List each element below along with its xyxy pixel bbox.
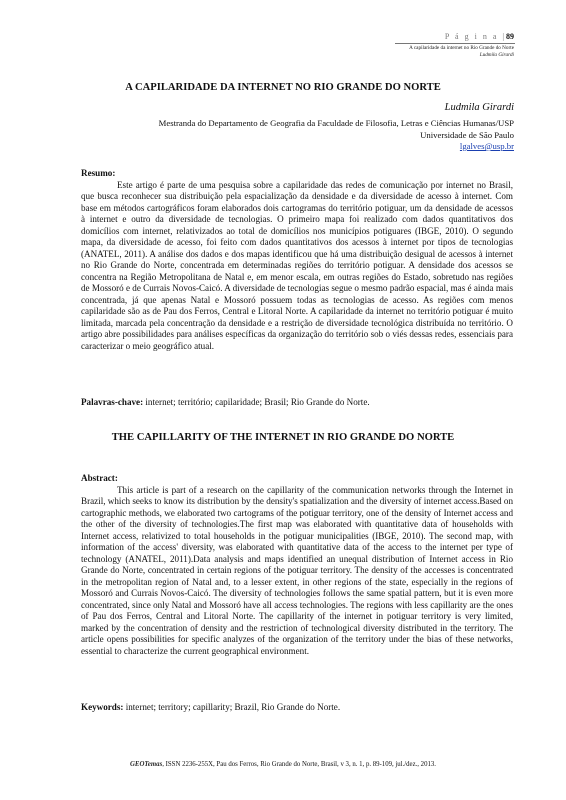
palavras-chave — [81, 397, 513, 409]
affiliation-department: Mestranda do Departamento de Geografia da Faculdade de Filosofia, Letras e Ciências Humanas/USP — [158, 118, 514, 128]
page-label: P á g i n a — [444, 32, 499, 41]
citation-text: , ISSN 2236-255X, Pau dos Ferros, Rio Grande do Norte, Brasil, v 3, n. 1, p. 89-109, jul./dez., 2013. — [162, 761, 436, 768]
author-email-link[interactable]: lgalves@usp.br — [459, 141, 514, 151]
resumo-section — [81, 168, 513, 352]
header-divider — [395, 43, 515, 44]
page-number: 89 — [506, 32, 514, 41]
running-title: A capilaridade da internet no Rio Grande do Norte — [409, 45, 514, 51]
article-title-en: THE CAPILLARITY OF THE INTERNET IN RIO GRANDE DO NORTE — [111, 432, 455, 443]
resumo-text: Este artigo é parte de uma pesquisa sobre a capilaridade das redes de comunicação por internet no Brasil, que busca reconhecer sua distribuição pela espacialização da densidade e da diversidade de acesso à internet. Com base em métodos cartográficos foram elaborados dois cartogramas do território potiguar, um da densidade de acessos à internet e outro da diversidade de tecnologias. O primeiro mapa foi realizado com dados quantitativos dos domicílios com internet, relativizados ao total de domicílios nos municípios potiguares (IBGE, 2010). O segundo mapa, da diversidade de acesso, foi feito com dados quantitativos dos acessos à internet por tipos de tecnologias (ANATEL, 2011). A análise dos dados e dos mapas identificou que há uma distribuição desigual de acessos à internet no Rio Grande do Norte, concentrada em determinadas regiões do território potiguar. A densidade dos acessos se concentra na Região Metropolitana de Natal e, em menor escala, em outras regiões do Estado, sobretudo nas regiões de Mossoró e de Currais Novos-Caicó. A diversidade de tecnologias segue o mesmo padrão espacial, mas é ainda mais concentrada, já que apenas Natal e Mossoró possuem todas as tecnologias de acesso. As regiões com menos capilaridade são as de Pau dos Ferros, Central e Litoral Norte. A capilaridade da internet no território potiguar é muito limitada, marcada pela concentração da densidade e a restrição de diversidade tecnológica distribuída no território. O artigo abre possibilidades para análises específicas da organização do território sob o viés dessas redes, essenciais para caracterizar o meio geográfico atual. — [81, 179, 513, 351]
article-title-pt: A CAPILARIDADE DA INTERNET NO RIO GRANDE DO NORTE — [125, 82, 441, 93]
keywords-text: internet; territory; capillarity; Brazil, Rio Grande do Norte. — [123, 702, 341, 712]
footer-citation — [0, 761, 566, 768]
abstract-text: This article is part of a research on the capillarity of the communication networks through the Internet in Brazil, which seeks to know its distribution by the density's spatialization and the diversity of internet access.Based on cartographic methods, we elaborated two cartograms of the potiguar territory, one of the density of Internet access and the other of the diversity of technologies.The first map was elaborated with quantitative data of households with Internet access, relativized to total households in the potiguar municipalities (IBGE, 2010). The second map, with information of the access' diversity, was elaborated with quantitative data of the access to the internet per type of technology (ANATEL, 2011).Data analysis and maps identified an unequal distribution of Internet access in Rio Grande do Norte, concentrated in certain regions of the potiguar territory. The density of the accesses is concentrated in the metropolitan region of Natal and, to a lesser extent, in other regions of the state, especially in the regions of Mossoró and Currais Novos-Caicó. The diversity of technologies follows the same spatial pattern, but it is even more concentrated, since only Natal and Mossoró have all access technologies. The regions with less capillarity are the ones of Pau dos Ferros, Central and Litoral Norte. The capillarity of the internet in potiguar territory is very limited, marked by the concentration of density and the restriction of technological diversity distributed in the territory. The article opens possibilities for specific analyzes of the organization of the territory under the bias of these networks, essential to characterize the current geographical environment. — [81, 484, 513, 656]
abstract-section — [81, 473, 513, 657]
palavras-chave-label: Palavras-chave: — [81, 397, 144, 407]
author-name: Ludmila Girardi — [444, 102, 514, 113]
abstract-heading: Abstract: — [81, 473, 118, 483]
resumo-heading: Resumo: — [81, 168, 116, 178]
keywords-label: Keywords: — [81, 702, 124, 712]
affiliation-university: Universidade de São Paulo — [420, 129, 514, 140]
journal-logo: GEOTemas — [130, 761, 163, 768]
running-author: Ludmila Girardi — [479, 52, 514, 58]
palavras-chave-text: internet; território; capilaridade; Brasil; Rio Grande do Norte. — [143, 397, 370, 407]
author-affiliation — [94, 118, 514, 153]
keywords — [81, 702, 513, 714]
page-number-header: P á g i n a |89 — [444, 32, 514, 41]
